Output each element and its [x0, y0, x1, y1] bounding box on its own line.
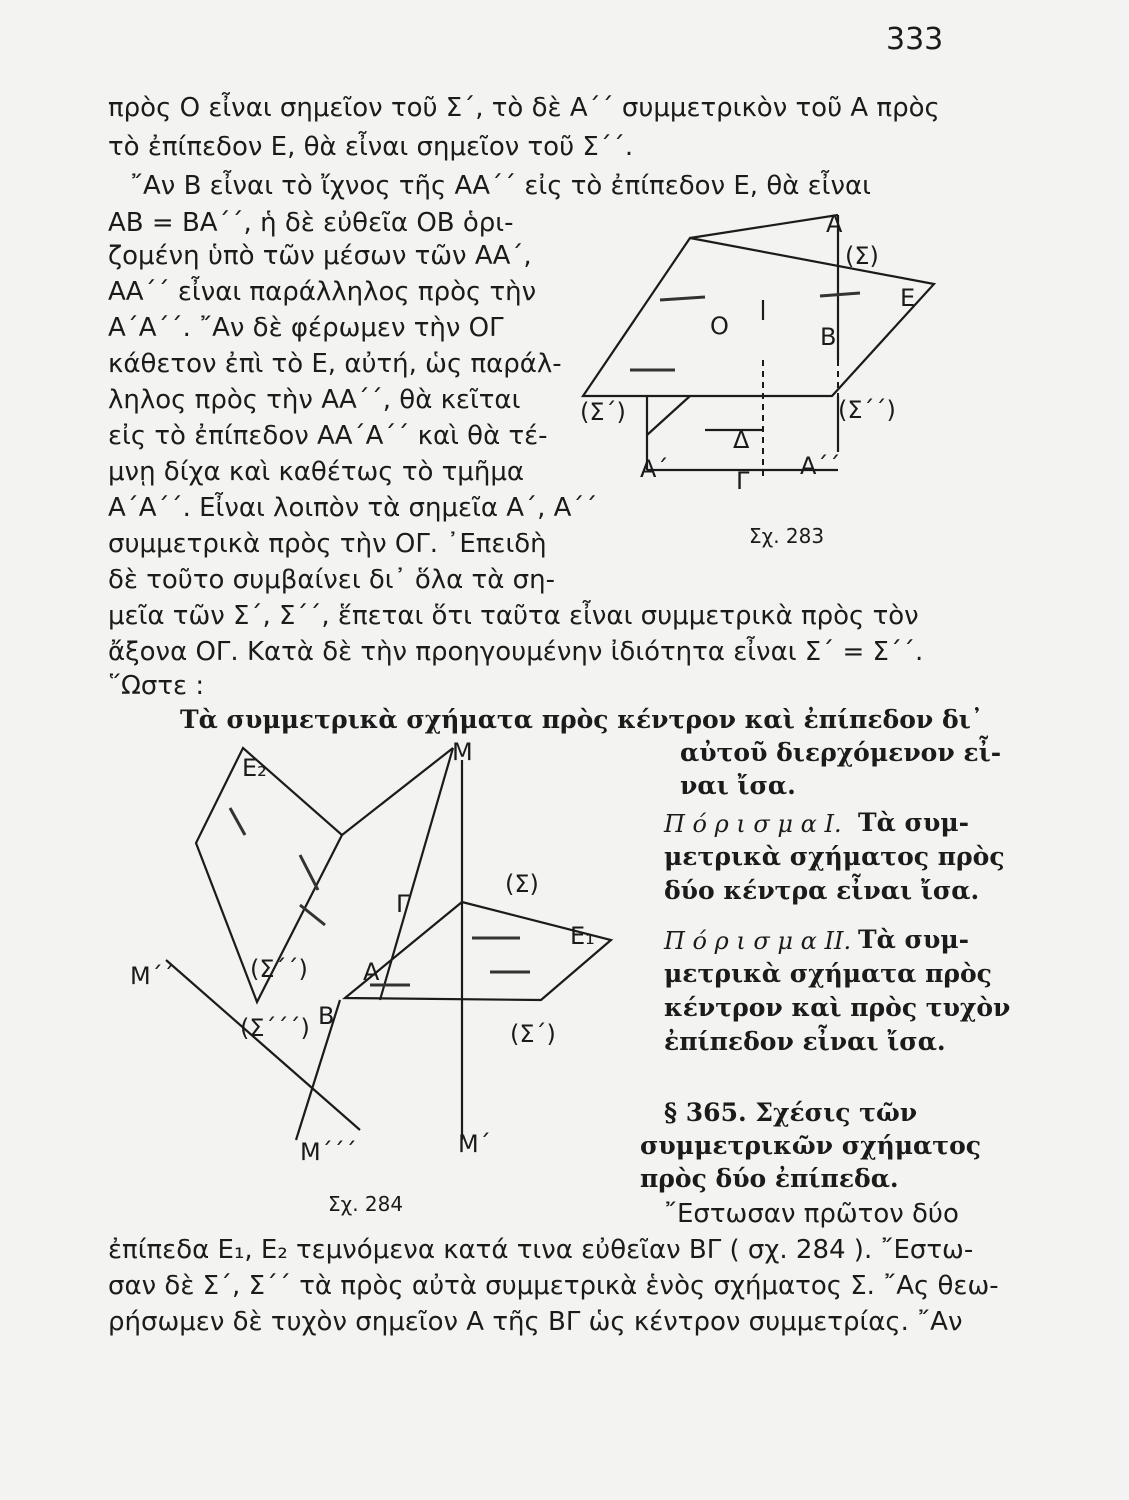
label-m1: Μ΄: [458, 1130, 491, 1158]
label-b: Β: [820, 323, 837, 351]
text-line: Α΄Α΄΄. Εἶναι λοιπὸν τὰ σημεῖα Α΄, Α΄΄: [108, 493, 598, 523]
text-line: πρὸς Ο εἶναι σημεῖον τοῦ Σ΄, τὸ δὲ Α΄΄ συμμετρικὸν τοῦ Α πρὸς: [108, 93, 940, 123]
line-mbg: [380, 748, 453, 1000]
label-g: Γ: [396, 890, 410, 918]
caption-284: Σχ. 284: [328, 1192, 404, 1216]
line-bm: [342, 748, 453, 835]
theorem-line: ναι ἴσα.: [680, 771, 796, 800]
label-g: Γ: [736, 467, 750, 495]
porisma-text: μετρικὰ σχήματα πρὸς: [664, 959, 992, 988]
text-line: ἐπίπεδα Ε₁, Ε₂ τεμνόμενα κατά τινα εὐθεῖαν ΒΓ ( σχ. 284 ). ῎Εστω-: [108, 1235, 974, 1265]
hatch: [300, 905, 325, 925]
caption-283: Σχ. 283: [749, 524, 825, 548]
text-line: σαν δὲ Σ΄, Σ΄΄ τὰ πρὸς αὐτὰ συμμετρικὰ ἑνὸς σχήματος Σ. ῎Ας θεω-: [108, 1271, 999, 1301]
porisma-text: δύο κέντρα εἶναι ἴσα.: [664, 876, 980, 905]
porisma-text: κέντρον καὶ πρὸς τυχὸν: [664, 993, 1011, 1022]
label-m: Μ: [452, 738, 473, 766]
text-line: συμμετρικὰ πρὸς τὴν ΟΓ. ᾿Επειδὴ: [108, 529, 547, 559]
porisma-text: Τὰ συμ-: [858, 925, 969, 954]
text-line: κάθετον ἐπὶ τὸ Ε, αὐτή, ὡς παράλ-: [108, 349, 562, 379]
label-a: Α: [826, 210, 843, 238]
label-o: Ο: [710, 312, 729, 340]
label-a: Α: [363, 958, 380, 986]
text-line: ἄξονα ΟΓ. Κατὰ δὲ τὴν προηγουμένην ἰδιότητα εἶναι Σ΄ = Σ΄΄.: [108, 637, 924, 667]
porisma-text: ἐπίπεδον εἶναι ἴσα.: [664, 1027, 946, 1056]
label-s1: (Σ΄): [580, 398, 626, 426]
label-s1: (Σ΄): [510, 1020, 556, 1048]
section-heading: πρὸς δύο ἐπίπεδα.: [640, 1164, 899, 1193]
text-line: ΑΑ΄΄ εἶναι παράλληλος πρὸς τὴν: [108, 277, 537, 307]
label-m3: Μ΄΄΄: [300, 1138, 357, 1166]
section-heading: § 365. Σχέσις τῶν: [664, 1098, 918, 1127]
label-e: Ε: [900, 284, 916, 312]
theorem-line: αὐτοῦ διερχόμενον εἶ-: [680, 738, 1002, 767]
label-b: Β: [318, 1002, 335, 1030]
label-e2: Ε₂: [242, 754, 267, 782]
label-s: (Σ): [845, 242, 879, 270]
line-m2m3: [166, 960, 360, 1130]
porisma-label: Π ό ρ ι σ μ α ΙΙ.: [664, 927, 852, 955]
theorem-line: Τὰ συμμετρικὰ σχήματα πρὸς κέντρον καὶ ἐπίπεδον δι᾿: [180, 705, 984, 734]
label-e1: Ε₁: [570, 922, 595, 950]
text-line: μνῃ δίχα καὶ καθέτως τὸ τμῆμα: [108, 457, 525, 487]
text-line: ῞Ωστε :: [108, 671, 205, 701]
section-heading: συμμετρικῶν σχήματος: [640, 1131, 982, 1160]
text-line: τὸ ἐπίπεδον Ε, θὰ εἶναι σημεῖον τοῦ Σ΄΄.: [108, 132, 634, 162]
label-a1: Α΄: [640, 455, 669, 483]
label-s3: (Σ΄΄΄): [240, 1014, 310, 1042]
label-d: Δ: [733, 426, 750, 454]
hatch: [230, 808, 245, 835]
text-line: ῎Αν Β εἶναι τὸ ἴχνος τῆς ΑΑ΄΄ εἰς τὸ ἐπίπεδον Ε, θὰ εἶναι: [130, 171, 871, 201]
text-line: Α΄Α΄΄. ῎Αν δὲ φέρωμεν τὴν ΟΓ: [108, 313, 504, 343]
text-line: μεῖα τῶν Σ΄, Σ΄΄, ἕπεται ὅτι ταῦτα εἶναι συμμετρικὰ πρὸς τὸν: [108, 601, 919, 631]
text-line: ζομένη ὑπὸ τῶν μέσων τῶν ΑΑ΄,: [108, 241, 532, 271]
text-line: δὲ τοῦτο συμβαίνει δι᾿ ὅλα τὰ ση-: [108, 565, 555, 595]
hatch: [300, 855, 318, 890]
text-line: ληλος πρὸς τὴν ΑΑ΄΄, θὰ κεῖται: [108, 385, 521, 415]
text-line: ῎Εστωσαν πρῶτον δύο: [664, 1199, 959, 1229]
text-line: εἰς τὸ ἐπίπεδον ΑΑ΄Α΄΄ καὶ θὰ τέ-: [108, 421, 548, 451]
label-s2: (Σ΄΄): [250, 955, 308, 983]
label-m2: Μ΄΄: [130, 962, 175, 990]
porisma-text: Τὰ συμ-: [858, 808, 969, 837]
text-line: ρήσωμεν δὲ τυχὸν σημεῖον Α τῆς ΒΓ ὡς κέντρον συμμετρίας. ῎Αν: [108, 1307, 963, 1337]
label-a2: Α΄΄: [800, 452, 841, 480]
porisma-text: μετρικὰ σχήματος πρὸς: [664, 842, 1005, 871]
porisma-label: Π ό ρ ι σ μ α Ι.: [664, 810, 842, 838]
label-s2: (Σ΄΄): [838, 396, 896, 424]
text-line: ΑΒ = ΒΑ΄΄, ἡ δὲ εὐθεῖα ΟΒ ὁρι-: [108, 208, 514, 238]
label-s: (Σ): [505, 870, 539, 898]
page-number: 333: [886, 22, 944, 57]
